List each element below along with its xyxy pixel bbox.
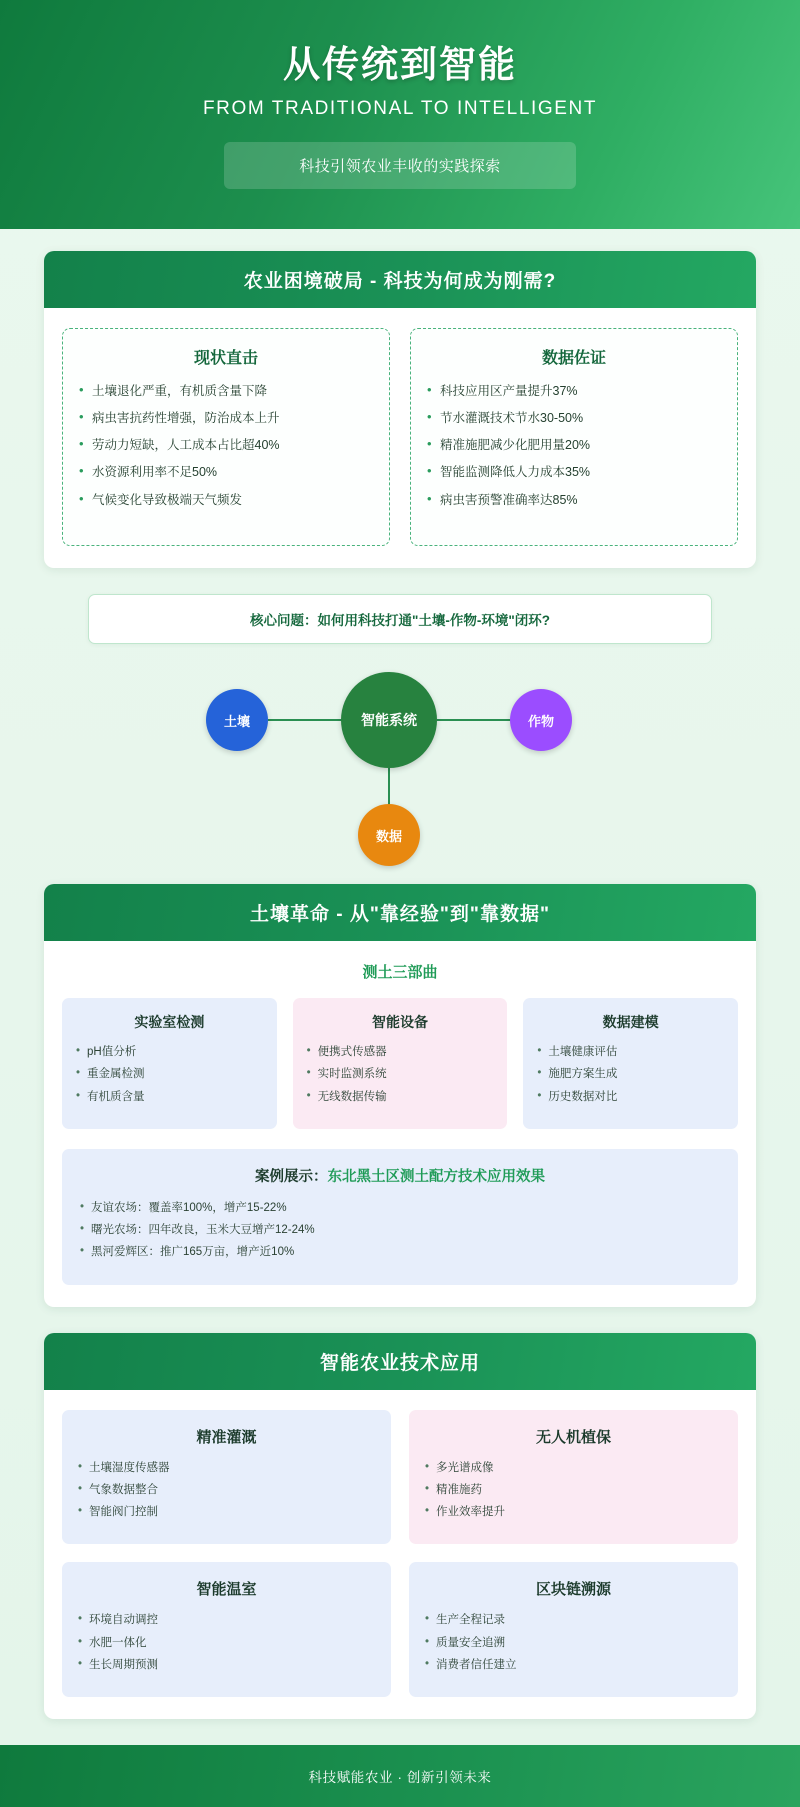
list-item: • 水肥一体化 xyxy=(78,1635,375,1652)
column-lab-test-title: 实验室检测 xyxy=(134,1014,205,1030)
list-item: • 便携式传感器 xyxy=(307,1044,494,1061)
list-item: • 生产全程记录 xyxy=(425,1612,722,1629)
case-study-title xyxy=(80,1165,720,1186)
node-crop: 作物 xyxy=(510,689,572,751)
section1-body xyxy=(44,308,756,568)
list-item: • 土壤湿度传感器 xyxy=(78,1460,375,1477)
column-lab-test xyxy=(62,998,277,1129)
tech-cell-blockchain-traceability-list xyxy=(425,1612,722,1674)
case-study-box xyxy=(62,1149,738,1285)
page-title: 从传统到智能 xyxy=(283,44,517,85)
column-smart-devices-title: 智能设备 xyxy=(372,1014,428,1030)
list-item: • 历史数据对比 xyxy=(537,1089,724,1106)
column-smart-devices-list xyxy=(307,1044,494,1106)
list-item: • 智能阀门控制 xyxy=(78,1504,375,1521)
core-question-box: 核心问题：如何用科技打通"土壤-作物-环境"闭环? xyxy=(88,594,712,644)
tech-cell-drone-protection xyxy=(409,1410,738,1545)
panel-current-status xyxy=(62,328,390,546)
list-item: • 节水灌溉技术节水30-50% xyxy=(427,409,721,427)
tech-cell-precision-irrigation xyxy=(62,1410,391,1545)
list-item: • 消费者信任建立 xyxy=(425,1657,722,1674)
list-item: • pH值分析 xyxy=(76,1044,263,1061)
tech-cell-blockchain-traceability-title: 区块链溯源 xyxy=(535,1581,611,1599)
panel-data-evidence-title: 数据佐证 xyxy=(541,350,606,367)
list-item: • 精准施肥减少化肥用量20% xyxy=(427,436,721,454)
section-card-soil-revolution xyxy=(44,884,756,1307)
footer-bar: 科技赋能农业 · 创新引领未来 xyxy=(0,1745,800,1807)
list-item: • 重金属检测 xyxy=(76,1066,263,1083)
soil-test-columns xyxy=(62,998,738,1129)
list-item: • 施肥方案生成 xyxy=(537,1066,724,1083)
content-wrap xyxy=(0,229,800,1745)
tech-cell-precision-irrigation-title: 精准灌溉 xyxy=(196,1428,257,1446)
hero-tagline-pill: 科技引领农业丰收的实践探索 xyxy=(224,142,576,189)
tech-cell-smart-greenhouse-list xyxy=(78,1612,375,1674)
section1-heading: 农业困境破局 - 科技为何成为刚需? xyxy=(44,251,756,308)
list-item: • 无线数据传输 xyxy=(307,1089,494,1106)
list-item: • 智能监测降低人力成本35% xyxy=(427,463,721,481)
list-item: • 曙光农场：四年改良，玉米大豆增产12-24% xyxy=(80,1222,720,1239)
list-item: • 质量安全追溯 xyxy=(425,1635,722,1652)
list-item: • 病虫害抗药性增强，防治成本上升 xyxy=(79,409,373,427)
column-data-modeling xyxy=(523,998,738,1129)
tech-cell-precision-irrigation-list xyxy=(78,1460,375,1522)
list-item: • 有机质含量 xyxy=(76,1089,263,1106)
list-item: • 水资源利用率不足50% xyxy=(79,463,373,481)
edge-center-to-data xyxy=(388,768,390,806)
list-item: • 病虫害预警准确率达85% xyxy=(427,491,721,509)
tech-cell-drone-protection-title: 无人机植保 xyxy=(535,1428,611,1446)
case-study-label: 案例展示： xyxy=(255,1168,328,1185)
section2-sub-title: 测土三部曲 xyxy=(362,964,438,981)
panel-current-status-list xyxy=(79,382,373,509)
panel-current-status-title: 现状直击 xyxy=(193,350,258,367)
tech-cell-smart-greenhouse xyxy=(62,1562,391,1697)
list-item: • 生长周期预测 xyxy=(78,1657,375,1674)
dashed-panel-row xyxy=(62,328,738,546)
list-item: • 土壤健康评估 xyxy=(537,1044,724,1061)
panel-data-evidence-list xyxy=(427,382,721,509)
list-item: • 气候变化导致极端天气频发 xyxy=(79,491,373,509)
list-item: • 劳动力短缺，人工成本占比超40% xyxy=(79,436,373,454)
list-item: • 实时监测系统 xyxy=(307,1066,494,1083)
section3-body xyxy=(44,1390,756,1720)
list-item: • 黑河爱辉区：推广165万亩，增产近10% xyxy=(80,1244,720,1261)
case-study-name: 东北黑土区测土配方技术应用效果 xyxy=(327,1168,545,1185)
list-item: • 科技应用区产量提升37% xyxy=(427,382,721,400)
tech-cell-drone-protection-list xyxy=(425,1460,722,1522)
section-card-challenges xyxy=(44,251,756,568)
list-item: • 多光谱成像 xyxy=(425,1460,722,1477)
list-item: • 环境自动调控 xyxy=(78,1612,375,1629)
edge-soil-to-center xyxy=(268,719,342,721)
case-study-list xyxy=(80,1200,720,1262)
system-node-diagram xyxy=(44,654,756,884)
tech-cell-blockchain-traceability xyxy=(409,1562,738,1697)
section2-body xyxy=(44,941,756,1307)
node-smart-system: 智能系统 xyxy=(341,672,437,768)
list-item: • 友谊农场：覆盖率100%，增产15-22% xyxy=(80,1200,720,1217)
column-data-modeling-title: 数据建模 xyxy=(602,1014,659,1030)
node-soil: 土壤 xyxy=(206,689,268,751)
list-item: • 土壤退化严重，有机质含量下降 xyxy=(79,382,373,400)
column-lab-test-list xyxy=(76,1044,263,1106)
list-item: • 气象数据整合 xyxy=(78,1482,375,1499)
page-subtitle: FROM TRADITIONAL TO INTELLIGENT xyxy=(202,98,598,119)
list-item: • 作业效率提升 xyxy=(425,1504,722,1521)
tech-cell-smart-greenhouse-title: 智能温室 xyxy=(196,1581,257,1599)
column-smart-devices xyxy=(293,998,508,1129)
section-card-tech-applications xyxy=(44,1333,756,1720)
hero-banner xyxy=(0,0,800,229)
section2-heading: 土壤革命 - 从"靠经验"到"靠数据" xyxy=(44,884,756,941)
tech-grid xyxy=(62,1410,738,1698)
column-data-modeling-list xyxy=(537,1044,724,1106)
section3-heading: 智能农业技术应用 xyxy=(44,1333,756,1390)
panel-data-evidence xyxy=(410,328,738,546)
node-data: 数据 xyxy=(358,804,420,866)
edge-center-to-crop xyxy=(437,719,511,721)
list-item: • 精准施药 xyxy=(425,1482,722,1499)
